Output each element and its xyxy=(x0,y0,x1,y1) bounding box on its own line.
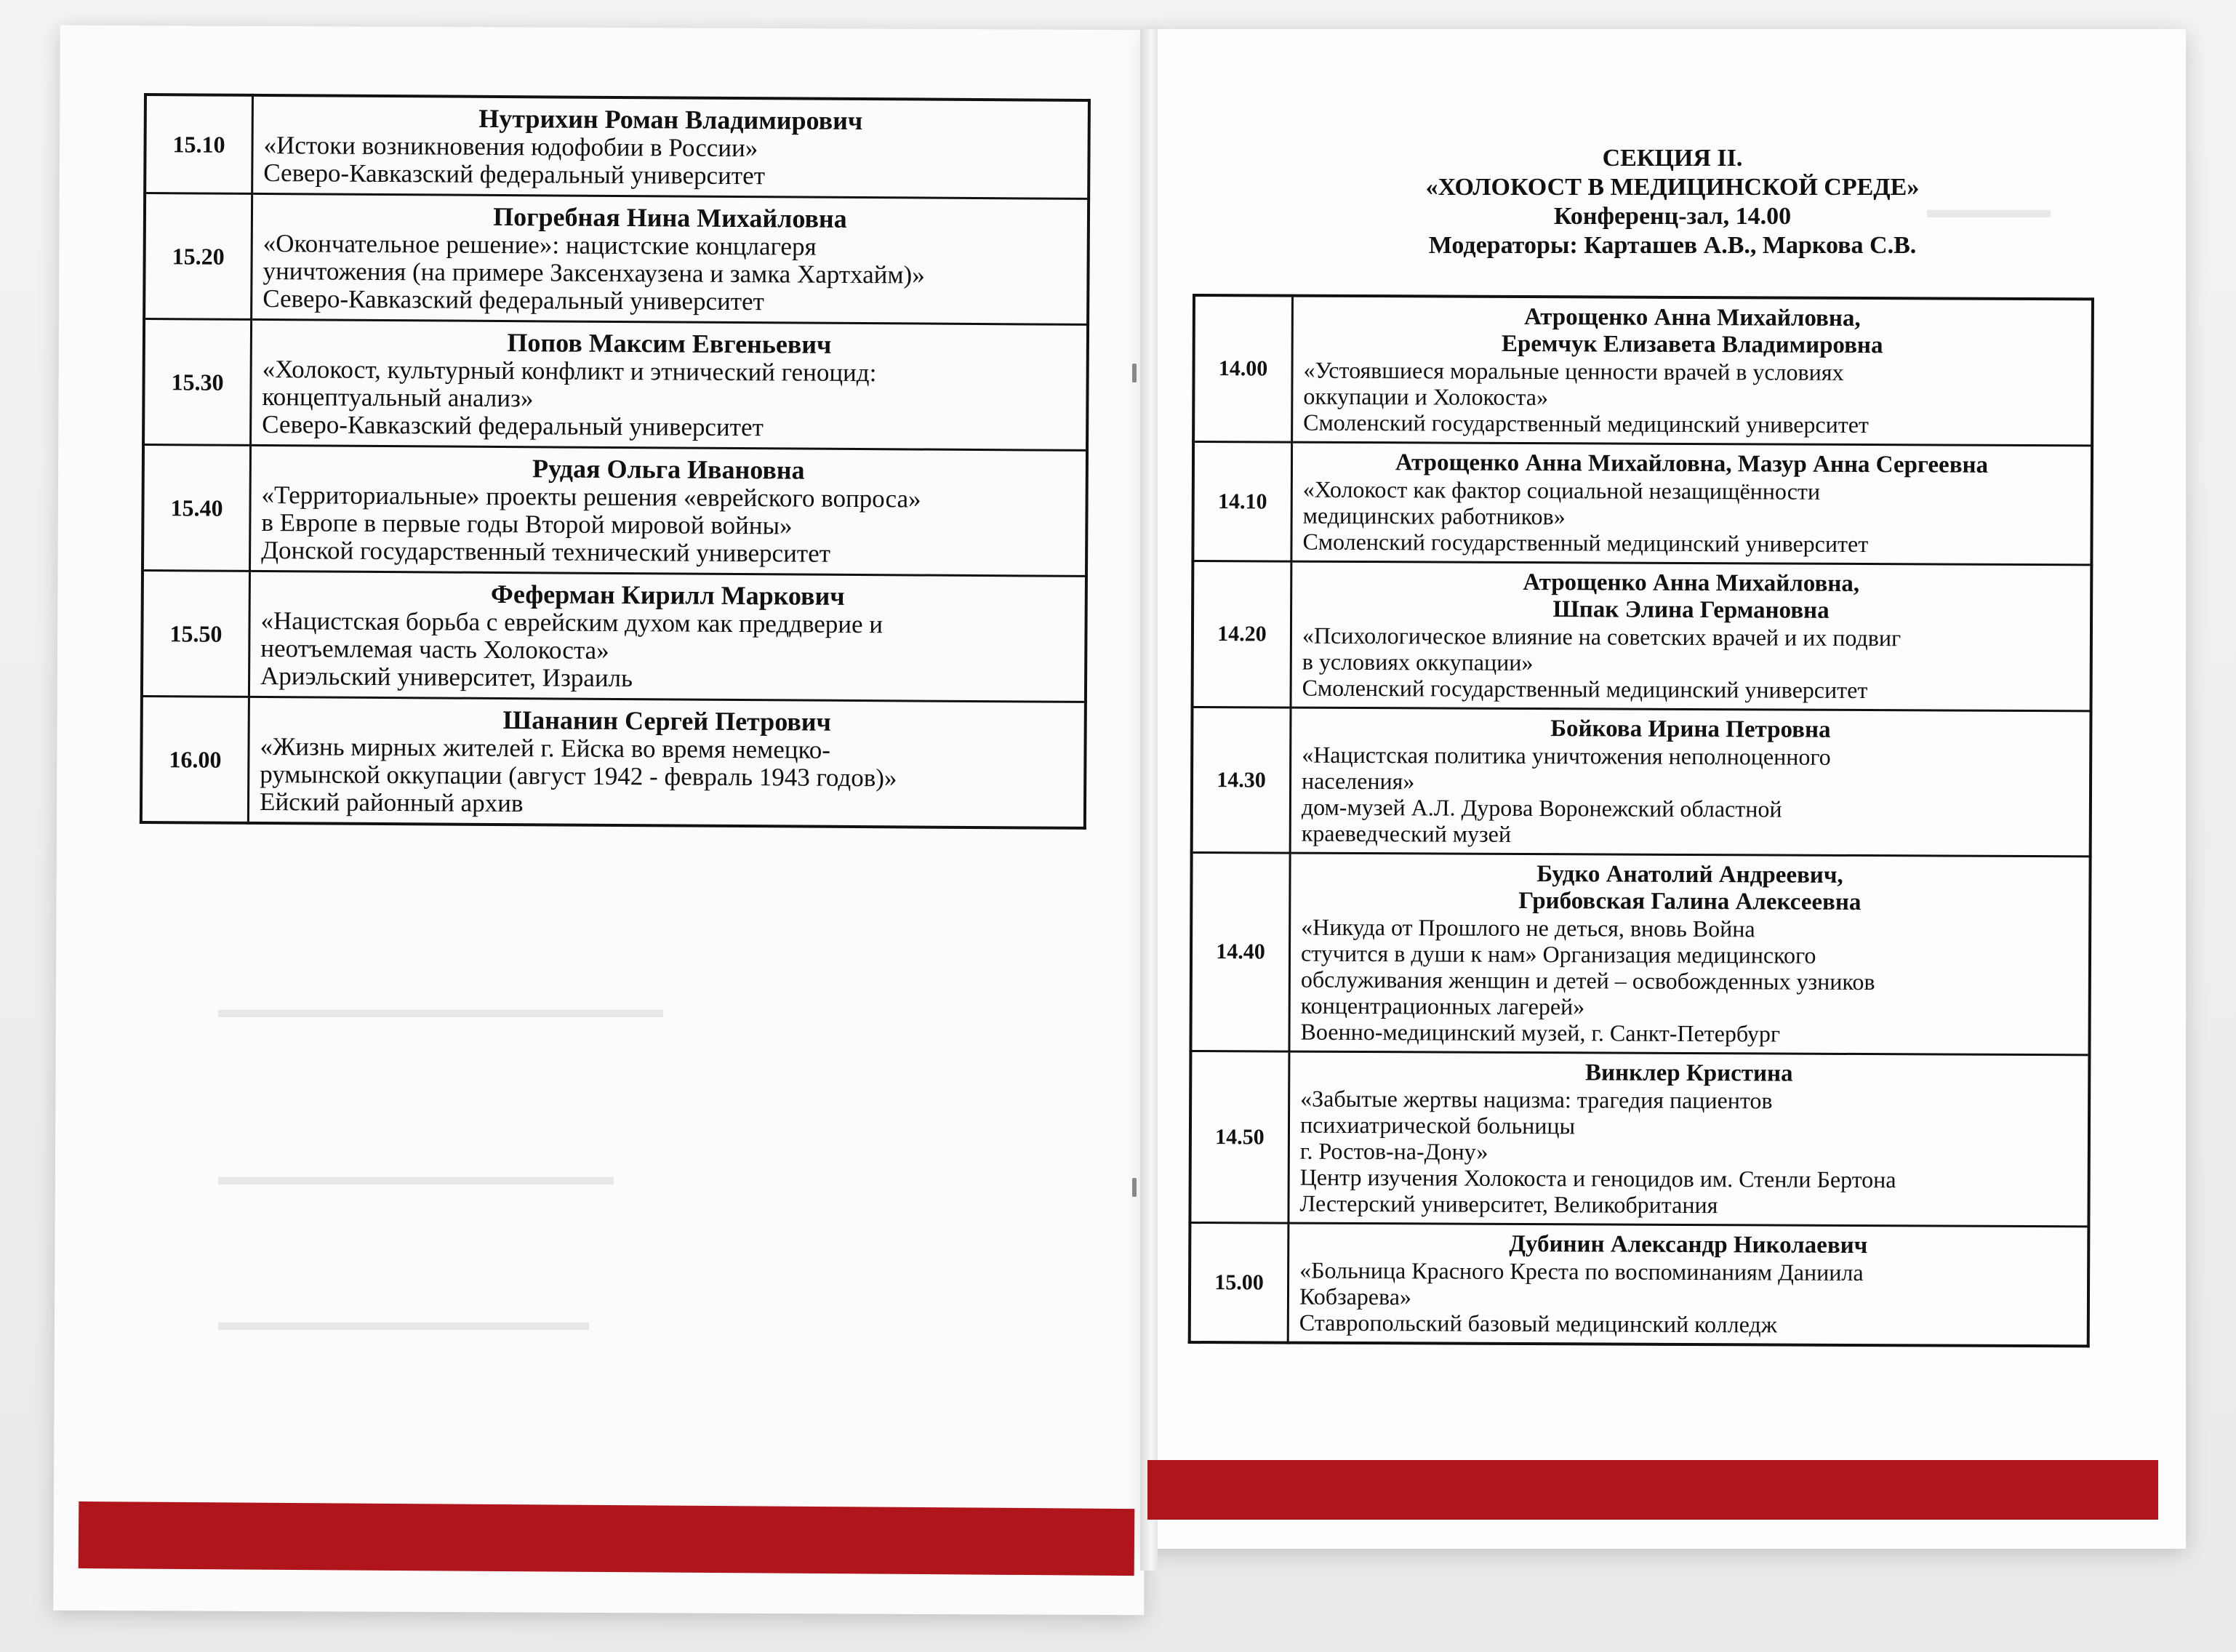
talk-cell xyxy=(248,697,1086,828)
table-row xyxy=(144,193,1089,325)
time-cell: 14.50 xyxy=(1190,1051,1289,1223)
time-cell: 15.30 xyxy=(143,319,252,446)
talk-line: Кобзарева» xyxy=(1299,1283,1412,1310)
speaker-name: Атрощенко Анна Михайловна, xyxy=(1523,569,1860,598)
table-row xyxy=(145,95,1089,199)
talk-line: Смоленский государственный медицинский университет xyxy=(1302,674,1868,704)
talk-line: в условиях оккупации» xyxy=(1302,648,1534,676)
talk-cell xyxy=(1291,561,2091,711)
speaker-name: Рудая Ольга Ивановна xyxy=(532,454,805,485)
talk-line: «Психологическое влияние на советских врачей и их подвиг xyxy=(1302,622,1902,651)
talk-line: Ставропольский базовый медицинский колледж xyxy=(1299,1309,1777,1338)
talk-line: «Нацистская борьба с еврейским духом как преддверие и xyxy=(260,606,883,639)
talk-line: г. Ростов-на-Дону» xyxy=(1299,1137,1488,1165)
time-cell: 15.40 xyxy=(143,445,251,572)
staple xyxy=(1132,1178,1137,1197)
talk-line: концентрационных лагерей» xyxy=(1300,992,1585,1020)
table-row xyxy=(1190,1222,2089,1346)
table-row xyxy=(143,319,1088,451)
talk-cell xyxy=(252,95,1089,199)
talk-cell xyxy=(1290,707,2091,857)
talk-line: психиатрической больницы xyxy=(1299,1111,1576,1139)
talk-line: обслуживания женщин и детей – освобожденных узников xyxy=(1300,966,1875,995)
decorative-red-band xyxy=(79,1501,1135,1576)
talk-cell xyxy=(1289,853,2091,1055)
talk-line: «Территориальные» проекты решения «еврейского вопроса» xyxy=(261,480,921,513)
time-cell: 14.10 xyxy=(1193,442,1291,562)
talk-cell xyxy=(249,445,1087,576)
booklet-spine xyxy=(1140,29,1158,1571)
show-through: ▬▬▬▬▬▬▬▬▬▬▬▬▬▬▬ xyxy=(218,1309,589,1336)
speaker-name: Погребная Нина Михайловна xyxy=(493,201,847,233)
talk-cell xyxy=(251,319,1089,450)
staple xyxy=(1132,364,1137,382)
talk-line: концептуальный анализ» xyxy=(262,382,534,413)
table-row xyxy=(1190,1051,2089,1226)
section-venue: Конференц-зал, 14.00 xyxy=(1553,203,1792,230)
time-cell: 14.30 xyxy=(1192,707,1291,854)
speaker-name: Атрощенко Анна Михайловна, xyxy=(1523,303,1861,332)
talk-line: Северо-Кавказский федеральный университет xyxy=(263,284,765,316)
table-row xyxy=(1193,561,2092,711)
talk-line: Ейский районный архив xyxy=(259,787,524,818)
speaker-name: Будко Анатолий Андреевич, xyxy=(1536,861,1843,889)
speaker-name: Грибовская Галина Алексеевна xyxy=(1518,887,1862,916)
talk-line: Донской государственный технический университет xyxy=(261,535,831,568)
speaker-name: Дубинин Александр Николаевич xyxy=(1509,1230,1868,1259)
table-row xyxy=(143,445,1087,577)
speaker-name: Шананин Сергей Петрович xyxy=(502,705,831,737)
talk-line: Северо-Кавказский федеральный университет xyxy=(263,159,766,191)
table-row xyxy=(142,570,1086,702)
section-title: СЕКЦИЯ II. xyxy=(1602,145,1743,172)
talk-line: «Окончательное решение»: нацистские концлагеря xyxy=(263,229,817,261)
talk-line: «Холокост, культурный конфликт и этнический геноцид: xyxy=(262,355,877,388)
time-cell: 15.10 xyxy=(145,95,252,193)
schedule-table-right xyxy=(1188,294,2094,1347)
talk-line: оккупации и Холокоста» xyxy=(1303,382,1549,411)
table-row xyxy=(1192,707,2091,857)
speaker-name: Винклер Кристина xyxy=(1585,1059,1793,1087)
speaker-name: Шпак Элина Германовна xyxy=(1552,596,1830,624)
section-subtitle: «ХОЛОКОСТ В МЕДИЦИНСКОЙ СРЕДЕ» xyxy=(1425,174,1920,201)
talk-line: Ариэльский университет, Израиль xyxy=(260,661,633,693)
talk-line: дом-музей А.Л. Дурова Воронежский областной xyxy=(1301,793,1782,822)
talk-line: «Истоки возникновения юдофобии в России» xyxy=(263,131,758,163)
decorative-red-band xyxy=(1147,1460,2158,1520)
talk-cell xyxy=(1288,1223,2088,1346)
time-cell: 14.00 xyxy=(1193,295,1292,442)
talk-line: медицинских работников» xyxy=(1302,502,1566,530)
talk-cell xyxy=(249,571,1086,702)
table-row xyxy=(141,696,1086,827)
talk-line: стучится в души к нам» Организация медицинского xyxy=(1300,939,1816,969)
talk-line: «Никуда от Прошлого не деться, вновь Война xyxy=(1301,913,1755,942)
talk-line: Центр изучения Холокоста и геноцидов им. Стенли Бертона xyxy=(1299,1163,1896,1193)
section-header xyxy=(1309,144,2036,260)
section-moderators: Модераторы: Карташев А.В., Маркова С.В. xyxy=(1428,232,1917,259)
talk-line: краеведческий музей xyxy=(1301,819,1512,847)
time-cell: 14.40 xyxy=(1190,853,1290,1052)
time-cell: 15.20 xyxy=(144,193,252,320)
time-cell: 16.00 xyxy=(141,696,249,822)
talk-line: Северо-Кавказский федеральный университет xyxy=(262,409,764,442)
show-through: ▬▬▬▬▬▬▬▬▬▬▬▬▬▬▬▬ xyxy=(218,1163,614,1190)
speaker-name: Попов Максим Евгеньевич xyxy=(507,328,832,359)
show-through: ▬▬▬▬▬▬▬▬▬▬▬▬▬▬▬▬▬▬ xyxy=(218,996,663,1023)
talk-line: Смоленский государственный медицинский университет xyxy=(1302,528,1869,558)
talk-cell xyxy=(1289,1051,2090,1227)
show-through: ▬▬▬▬▬ xyxy=(1927,196,2051,223)
talk-line: «Устоявшиеся моральные ценности врачей в условиях xyxy=(1303,356,1844,385)
talk-line: Военно-медицинский музей, г. Санкт-Петербург xyxy=(1300,1018,1781,1047)
talk-line: неотъемлемая часть Холокоста» xyxy=(260,633,609,665)
talk-line: румынской оккупации (август 1942 - февраль 1943 годов)» xyxy=(260,759,897,793)
table-row xyxy=(1193,442,2092,565)
talk-line: Лестерский университет, Великобритания xyxy=(1299,1190,1718,1219)
speaker-name: Нутрихин Роман Владимирович xyxy=(478,103,863,136)
table-row xyxy=(1193,295,2093,446)
talk-line: «Жизнь мирных жителей г. Ейска во время немецко- xyxy=(260,731,831,764)
talk-line: уничтожения (на примере Заксенхаузена и замка Хартхайм)» xyxy=(263,257,925,289)
talk-line: «Забытые жертвы нацизма: трагедия пациентов xyxy=(1300,1085,1773,1114)
talk-line: «Холокост как фактор социальной незащищённости xyxy=(1302,476,1821,505)
talk-cell xyxy=(252,193,1089,324)
time-cell: 14.20 xyxy=(1193,561,1291,708)
talk-cell xyxy=(1291,442,2092,565)
speaker-name: Феферман Кирилл Маркович xyxy=(490,579,845,611)
speaker-name: Еремчук Елизавета Владимировна xyxy=(1501,330,1883,359)
time-cell: 15.00 xyxy=(1190,1222,1289,1342)
talk-line: Смоленский государственный медицинский университет xyxy=(1303,409,1870,438)
table-row xyxy=(1190,853,2090,1055)
schedule-table-left xyxy=(140,93,1091,830)
talk-cell xyxy=(1292,296,2093,446)
speaker-name: Бойкова Ирина Петровна xyxy=(1550,715,1831,743)
talk-line: «Нацистская политика уничтожения неполноценного xyxy=(1302,741,1831,770)
talk-line: в Европе в первые годы Второй мировой войны» xyxy=(261,508,793,540)
speaker-name: Атрощенко Анна Михайловна, Мазур Анна Сергеевна xyxy=(1395,449,1989,478)
time-cell: 15.50 xyxy=(142,570,250,697)
talk-line: населения» xyxy=(1302,767,1415,795)
talk-line: «Больница Красного Креста по воспоминаниям Даниила xyxy=(1299,1256,1864,1286)
